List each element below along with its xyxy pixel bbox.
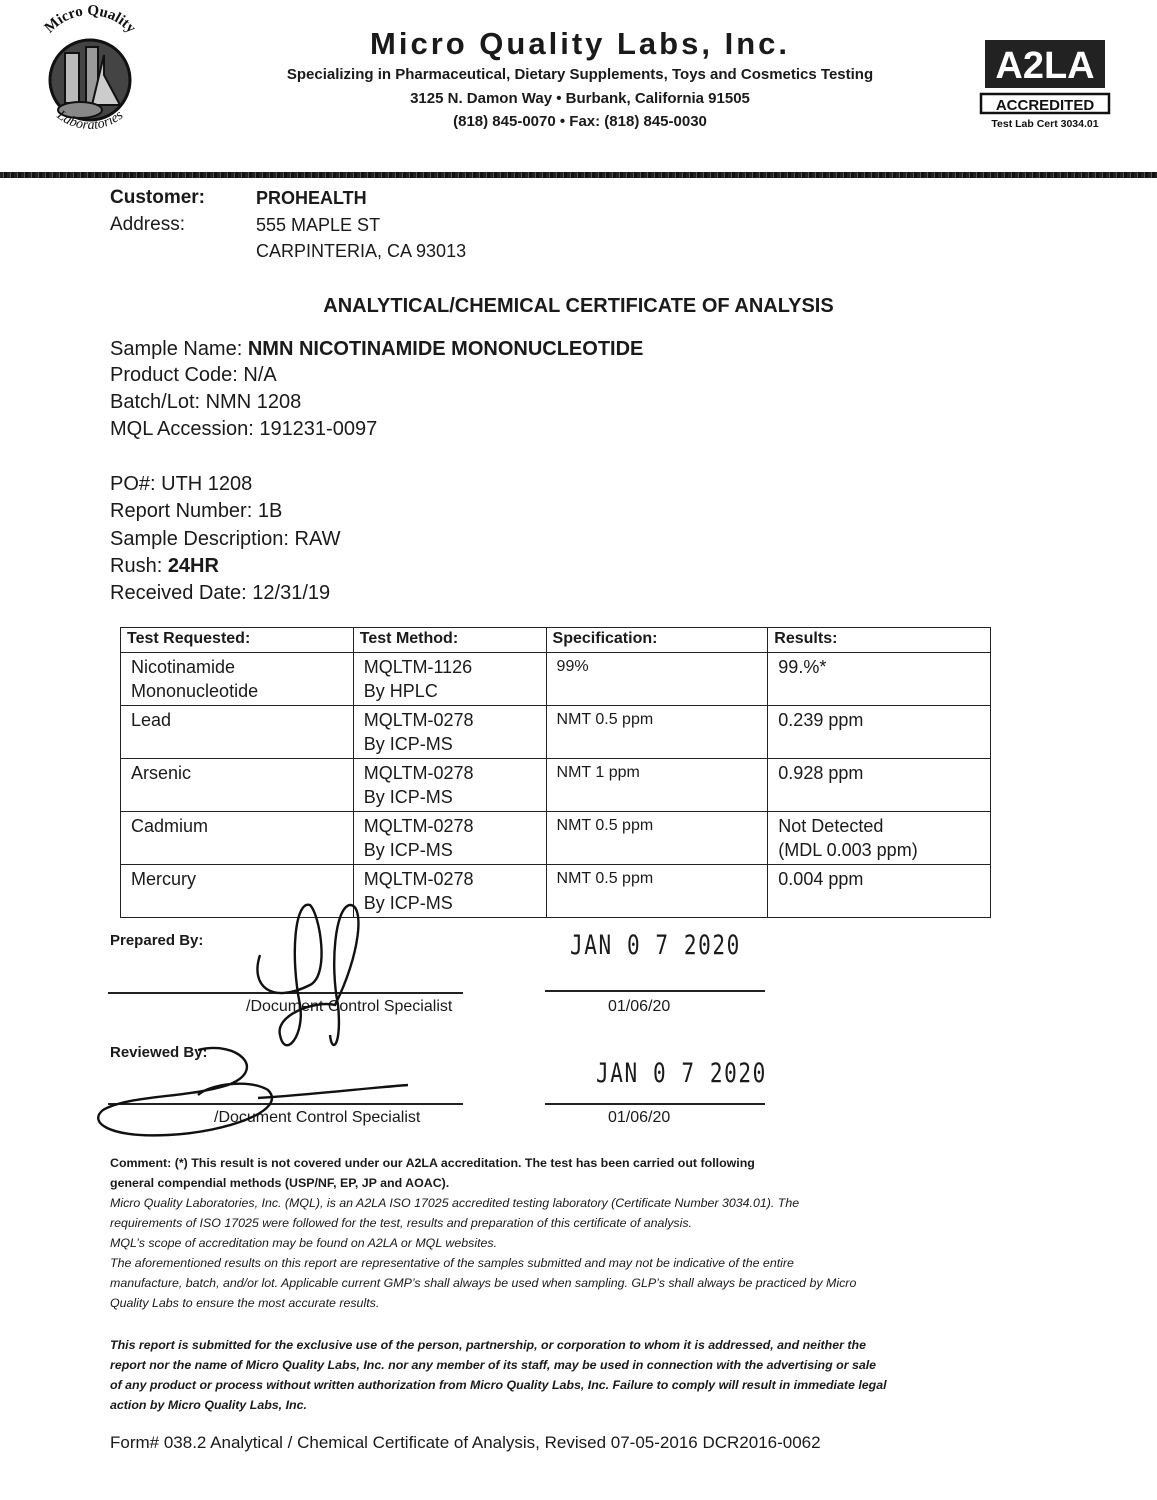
cell-method-line-1: MQLTM-0278 bbox=[363, 710, 474, 730]
cell-method bbox=[353, 759, 546, 812]
exclusive-line-2: report nor the name of Micro Quality Labs, Inc. nor any member of its staff, may be used in connection with the advertising or sale bbox=[110, 1358, 877, 1372]
prepared-date-line bbox=[545, 990, 765, 992]
lab-logo bbox=[20, 2, 160, 145]
cell-spec bbox=[546, 865, 768, 918]
certificate-heading: ANALYTICAL/CHEMICAL CERTIFICATE OF ANALYSIS bbox=[323, 295, 834, 317]
cell-result-line-2: (MDL 0.003 ppm) bbox=[778, 840, 918, 860]
cell-result-line-1: 0.004 ppm bbox=[778, 869, 864, 889]
cell-spec-line-1: NMT 0.5 ppm bbox=[556, 870, 654, 887]
cell-test bbox=[121, 706, 354, 759]
cell-spec bbox=[546, 812, 768, 865]
company-tagline: Specializing in Pharmaceutical, Dietary Supplements, Toys and Cosmetics Testing bbox=[286, 66, 874, 83]
table-header-row bbox=[121, 628, 991, 653]
cell-spec-line-1: NMT 1 ppm bbox=[556, 764, 640, 781]
exclusive-line-4: action by Micro Quality Labs, Inc. bbox=[110, 1398, 307, 1412]
customer-value: PROHEALTH bbox=[256, 188, 367, 208]
received-date: Received Date: 12/31/19 bbox=[110, 582, 331, 604]
cert-number: Test Lab Cert 3034.01 bbox=[991, 118, 1099, 130]
reviewed-role: /Document Control Specialist bbox=[214, 1109, 421, 1126]
rush-value: 24HR bbox=[167, 555, 219, 577]
cell-method-line-2: By ICP-MS bbox=[363, 787, 453, 807]
cell-method-line-2: By ICP-MS bbox=[363, 893, 453, 913]
prepared-date-stamp: JAN 0 7 2020 bbox=[570, 930, 741, 961]
cell-result-line-1: 0.239 ppm bbox=[778, 710, 864, 730]
col-header-result: Results: bbox=[768, 628, 991, 653]
cell-test bbox=[121, 653, 354, 706]
sample-name-label: Sample Name: bbox=[110, 338, 248, 360]
col-header-spec: Specification: bbox=[546, 628, 768, 653]
mql-accession: MQL Accession: 191231-0097 bbox=[110, 418, 378, 440]
reviewed-date-line bbox=[545, 1103, 765, 1105]
form-footer: Form# 038.2 Analytical / Chemical Certificate of Analysis, Revised 07-05-2016 DCR2016-0062 bbox=[110, 1433, 821, 1452]
results-table bbox=[120, 627, 991, 918]
exclusive-use-block bbox=[110, 1335, 995, 1415]
sample-description: Sample Description: RAW bbox=[110, 528, 341, 550]
reviewed-signature bbox=[88, 1040, 428, 1140]
sample-name bbox=[110, 338, 643, 361]
exclusive-line-1: This report is submitted for the exclusive use of the person, partnership, or corporation to whom it is addressed, and neither the bbox=[110, 1338, 866, 1352]
notes-block bbox=[110, 1153, 995, 1313]
cell-result bbox=[768, 812, 991, 865]
company-name: Micro Quality Labs, Inc. bbox=[370, 26, 790, 61]
company-phone: (818) 845-0070 • Fax: (818) 845-0030 bbox=[453, 113, 707, 130]
prepared-signature bbox=[240, 895, 440, 1055]
address-line-1: 555 MAPLE ST bbox=[256, 215, 381, 235]
mql-line-1: Micro Quality Laboratories, Inc. (MQL), is an A2LA ISO 17025 accredited testing laboratory (Certificate Number 3034.01). The bbox=[110, 1196, 800, 1210]
reviewed-date-stamp: JAN 0 7 2020 bbox=[596, 1058, 767, 1089]
batch-lot: Batch/Lot: NMN 1208 bbox=[110, 391, 302, 413]
cell-test-line-1: Lead bbox=[131, 710, 172, 730]
col-header-test: Test Requested: bbox=[121, 628, 354, 653]
a2la-badge bbox=[975, 28, 1125, 128]
customer-label: Customer: bbox=[110, 187, 206, 208]
cell-test-line-1: Cadmium bbox=[131, 816, 209, 836]
cell-spec bbox=[546, 706, 768, 759]
svg-text:A2LA: A2LA bbox=[995, 45, 1095, 87]
cell-method bbox=[353, 812, 546, 865]
cell-method-line-1: MQLTM-0278 bbox=[363, 869, 474, 889]
reviewed-date: 01/06/20 bbox=[608, 1109, 671, 1126]
prepared-date: 01/06/20 bbox=[608, 998, 671, 1015]
exclusive-line-3: of any product or process without written authorization from Micro Quality Labs, Inc. Failure to comply will result in immediate legal bbox=[110, 1378, 887, 1392]
cell-method-line-2: By HPLC bbox=[363, 681, 438, 701]
cell-result bbox=[768, 706, 991, 759]
table-row bbox=[121, 812, 991, 865]
col-header-method: Test Method: bbox=[353, 628, 546, 653]
logo-bottom-text: Laboratories bbox=[53, 107, 127, 134]
logo-top-text: Micro Quality bbox=[41, 2, 139, 37]
cell-method-line-2: By ICP-MS bbox=[363, 840, 453, 860]
table-row bbox=[121, 653, 991, 706]
svg-text:Micro Quality bbox=[42, 3, 139, 37]
address-label: Address: bbox=[110, 214, 185, 235]
sample-name-value: NMN NICOTINAMIDE MONONUCLEOTIDE bbox=[247, 338, 644, 360]
company-address: 3125 N. Damon Way • Burbank, California 91505 bbox=[410, 90, 750, 107]
cell-result-line-1: Not Detected bbox=[778, 816, 884, 836]
cell-test-line-1: Mercury bbox=[131, 869, 197, 889]
cell-spec bbox=[546, 653, 768, 706]
po-number: PO#: UTH 1208 bbox=[110, 473, 253, 495]
cell-result-line-1: 99.%* bbox=[778, 657, 827, 677]
comment-line-1: Comment: (*) This result is not covered under our A2LA accreditation. The test has been carried out following bbox=[110, 1156, 755, 1170]
accredited-text: ACCREDITED bbox=[995, 97, 1095, 114]
cell-test-line-1: Nicotinamide bbox=[131, 657, 236, 677]
cell-method bbox=[353, 653, 546, 706]
cell-result bbox=[768, 865, 991, 918]
cell-result bbox=[768, 759, 991, 812]
aforementioned-line-2: manufacture, batch, and/or lot. Applicable current GMP’s shall always be used when sampling. GLP’s shall always be practiced by Micro bbox=[110, 1276, 857, 1290]
product-code: Product Code: N/A bbox=[110, 364, 277, 386]
cell-method-line-1: MQLTM-1126 bbox=[363, 657, 473, 677]
header-divider bbox=[0, 172, 1157, 178]
report-number: Report Number: 1B bbox=[110, 500, 283, 522]
cell-test-line-2: Mononucleotide bbox=[131, 681, 259, 701]
cell-method-line-2: By ICP-MS bbox=[363, 734, 453, 754]
cell-result-line-1: 0.928 ppm bbox=[778, 763, 864, 783]
cell-spec bbox=[546, 759, 768, 812]
scope-line: MQL’s scope of accreditation may be found on A2LA or MQL websites. bbox=[110, 1236, 498, 1250]
prepared-by-label: Prepared By: bbox=[110, 932, 204, 949]
cell-method-line-1: MQLTM-0278 bbox=[363, 763, 474, 783]
reviewed-by-label: Reviewed By: bbox=[110, 1044, 208, 1061]
table-row bbox=[121, 706, 991, 759]
cell-result bbox=[768, 653, 991, 706]
cell-test bbox=[121, 759, 354, 812]
aforementioned-line-1: The aforementioned results on this report are representative of the samples submitted and may not be indicative of the entire bbox=[110, 1256, 794, 1270]
comment-line-2: general compendial methods (USP/NF, EP, JP and AOAC). bbox=[110, 1176, 450, 1190]
prepared-role: /Document Control Specialist bbox=[246, 998, 453, 1015]
rush-label: Rush: bbox=[110, 555, 168, 577]
cell-test bbox=[121, 812, 354, 865]
address-line-2: CARPINTERIA, CA 93013 bbox=[256, 241, 467, 261]
cell-method bbox=[353, 706, 546, 759]
cell-test-line-1: Arsenic bbox=[131, 763, 192, 783]
table-row bbox=[121, 759, 991, 812]
cell-method-line-1: MQLTM-0278 bbox=[363, 816, 474, 836]
cell-spec-line-1: NMT 0.5 ppm bbox=[556, 817, 654, 834]
mql-line-2: requirements of ISO 17025 were followed for the test, results and preparation of this certificate of analysis. bbox=[110, 1216, 692, 1230]
cell-spec-line-1: 99% bbox=[556, 658, 589, 675]
cell-spec-line-1: NMT 0.5 ppm bbox=[556, 711, 654, 728]
rush bbox=[110, 555, 219, 578]
aforementioned-line-3: Quality Labs to ensure the most accurate results. bbox=[110, 1296, 380, 1310]
